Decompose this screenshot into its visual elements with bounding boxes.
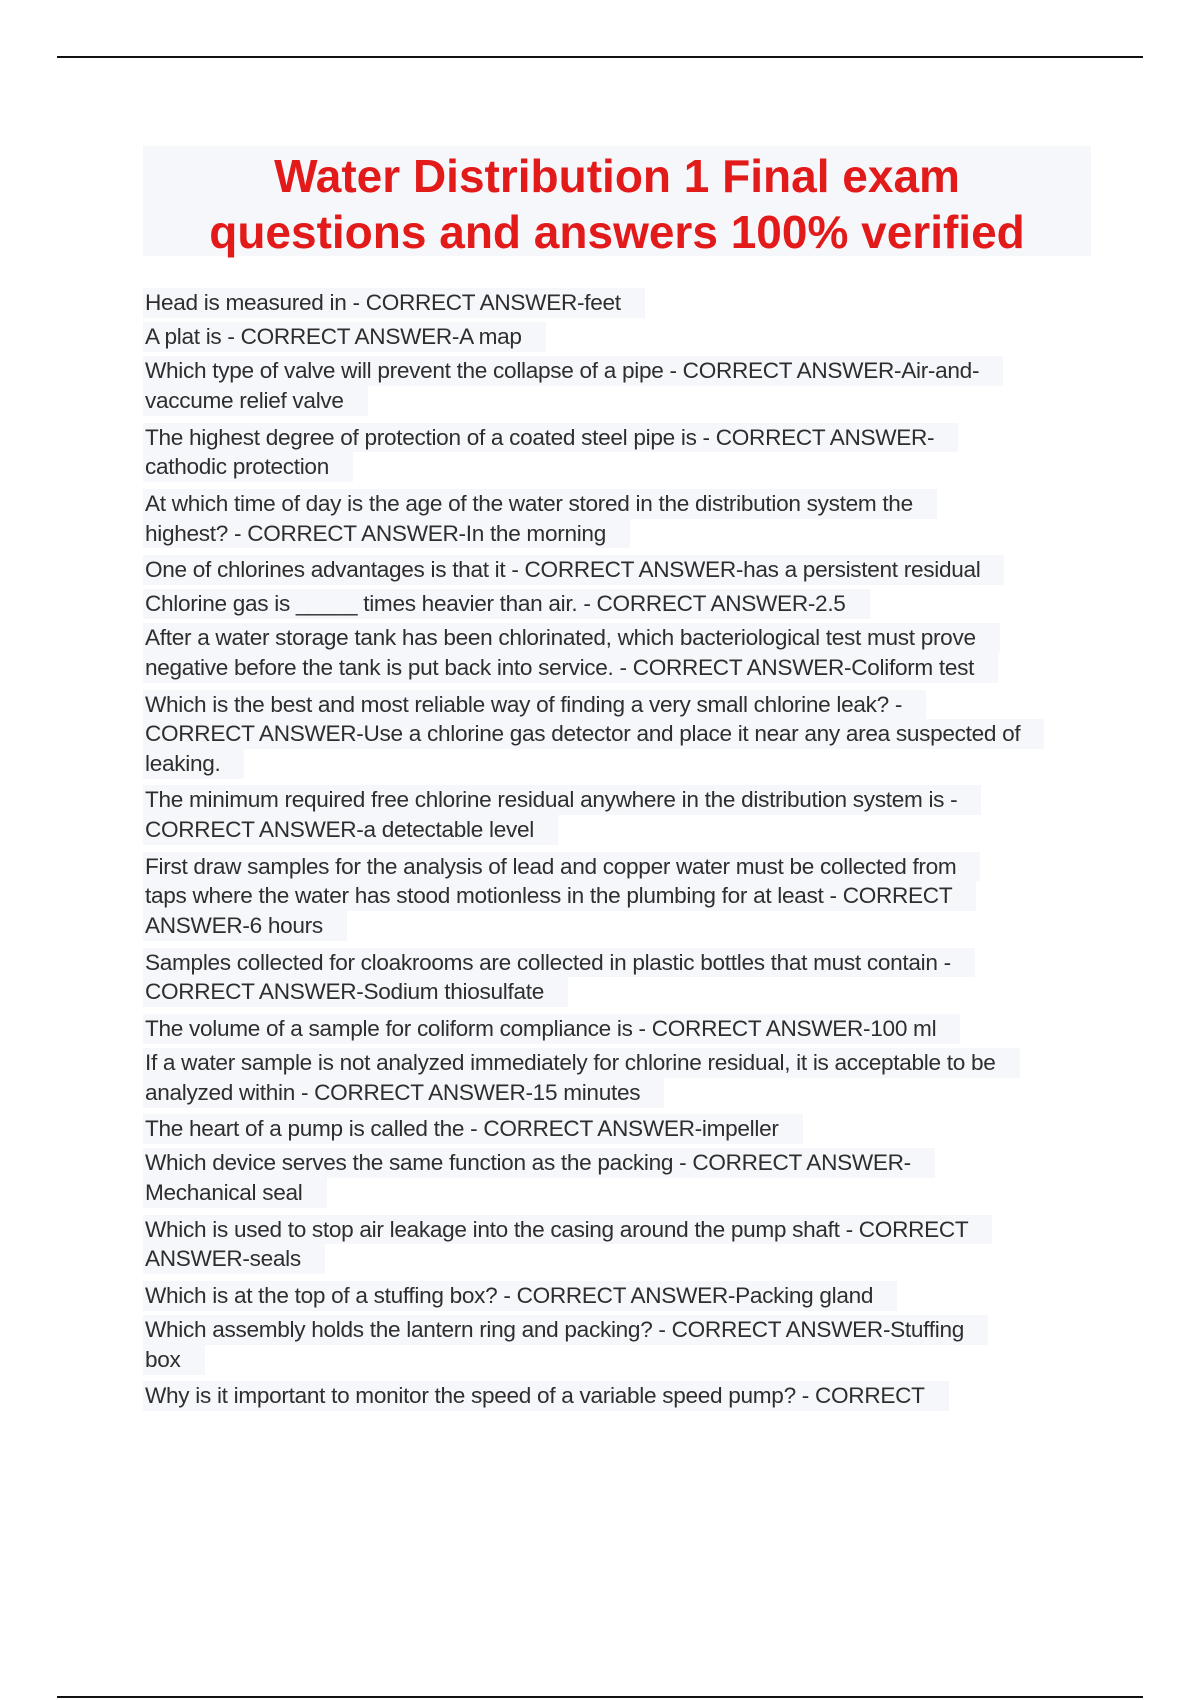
qa-item <box>143 489 1103 549</box>
qa-line: taps where the water has stood motionless in the plumbing for at least - CORRECT <box>143 881 976 911</box>
qa-line: analyzed within - CORRECT ANSWER-15 minutes <box>143 1078 664 1108</box>
qa-line: highest? - CORRECT ANSWER-In the morning <box>143 519 630 549</box>
qa-item <box>143 1315 1103 1375</box>
qa-line: Samples collected for cloakrooms are collected in plastic bottles that must contain - <box>143 948 975 978</box>
qa-line: vaccume relief valve <box>143 386 368 416</box>
qa-line: Which device serves the same function as the packing - CORRECT ANSWER- <box>143 1148 935 1178</box>
qa-line: CORRECT ANSWER-Sodium thiosulfate <box>143 977 568 1007</box>
qa-line: The heart of a pump is called the - CORRECT ANSWER-impeller <box>143 1114 803 1144</box>
qa-item <box>143 1014 1103 1044</box>
qa-line: ANSWER-seals <box>143 1244 325 1274</box>
qa-item <box>143 555 1103 585</box>
qa-line: The highest degree of protection of a coated steel pipe is - CORRECT ANSWER- <box>143 423 958 453</box>
qa-item <box>143 423 1103 483</box>
qa-item <box>143 589 1103 619</box>
qa-item <box>143 785 1103 845</box>
qa-item <box>143 852 1103 941</box>
qa-item <box>143 356 1103 416</box>
qa-line: ANSWER-6 hours <box>143 911 347 941</box>
top-rule <box>57 56 1143 58</box>
qa-line: cathodic protection <box>143 452 353 482</box>
bottom-rule <box>57 1696 1143 1698</box>
qa-item <box>143 288 1103 318</box>
qa-line: CORRECT ANSWER-a detectable level <box>143 815 558 845</box>
title-block <box>143 146 1091 256</box>
qa-line: Which type of valve will prevent the collapse of a pipe - CORRECT ANSWER-Air-and- <box>143 356 1003 386</box>
qa-item <box>143 1048 1103 1108</box>
qa-line: Head is measured in - CORRECT ANSWER-feet <box>143 288 645 318</box>
qa-line: The volume of a sample for coliform compliance is - CORRECT ANSWER-100 ml <box>143 1014 960 1044</box>
qa-line: box <box>143 1345 205 1375</box>
qa-line: If a water sample is not analyzed immediately for chlorine residual, it is acceptable to be <box>143 1048 1020 1078</box>
qa-item <box>143 1215 1103 1275</box>
qa-item <box>143 948 1103 1008</box>
qa-line: A plat is - CORRECT ANSWER-A map <box>143 322 546 352</box>
qa-item <box>143 1114 1103 1144</box>
qa-line: CORRECT ANSWER-Use a chlorine gas detector and place it near any area suspected of <box>143 719 1044 749</box>
qa-item <box>143 690 1103 779</box>
qa-line: Chlorine gas is _____ times heavier than air. - CORRECT ANSWER-2.5 <box>143 589 870 619</box>
qa-item <box>143 1381 1103 1411</box>
document-title <box>143 146 1091 260</box>
qa-line: Which assembly holds the lantern ring and packing? - CORRECT ANSWER-Stuffing <box>143 1315 988 1345</box>
qa-item <box>143 1148 1103 1208</box>
qa-item <box>143 623 1103 683</box>
qa-line: Why is it important to monitor the speed of a variable speed pump? - CORRECT <box>143 1381 949 1411</box>
qa-line: negative before the tank is put back into service. - CORRECT ANSWER-Coliform test <box>143 653 998 683</box>
title-line: questions and answers 100% verified <box>209 206 1025 258</box>
qa-line: Which is the best and most reliable way of finding a very small chlorine leak? - <box>143 690 926 720</box>
qa-line: One of chlorines advantages is that it - CORRECT ANSWER-has a persistent residual <box>143 555 1004 585</box>
qa-item <box>143 322 1103 352</box>
qa-line: At which time of day is the age of the water stored in the distribution system the <box>143 489 937 519</box>
qa-item <box>143 1281 1103 1311</box>
qa-line: After a water storage tank has been chlorinated, which bacteriological test must prove <box>143 623 1000 653</box>
title-line: Water Distribution 1 Final exam <box>274 150 960 202</box>
qa-line: Which is used to stop air leakage into the casing around the pump shaft - CORRECT <box>143 1215 992 1245</box>
qa-line: The minimum required free chlorine residual anywhere in the distribution system is - <box>143 785 981 815</box>
qa-list <box>143 288 1103 1415</box>
qa-line: Mechanical seal <box>143 1178 327 1208</box>
qa-line: First draw samples for the analysis of lead and copper water must be collected from <box>143 852 980 882</box>
qa-line: Which is at the top of a stuffing box? - CORRECT ANSWER-Packing gland <box>143 1281 897 1311</box>
qa-line: leaking. <box>143 749 244 779</box>
